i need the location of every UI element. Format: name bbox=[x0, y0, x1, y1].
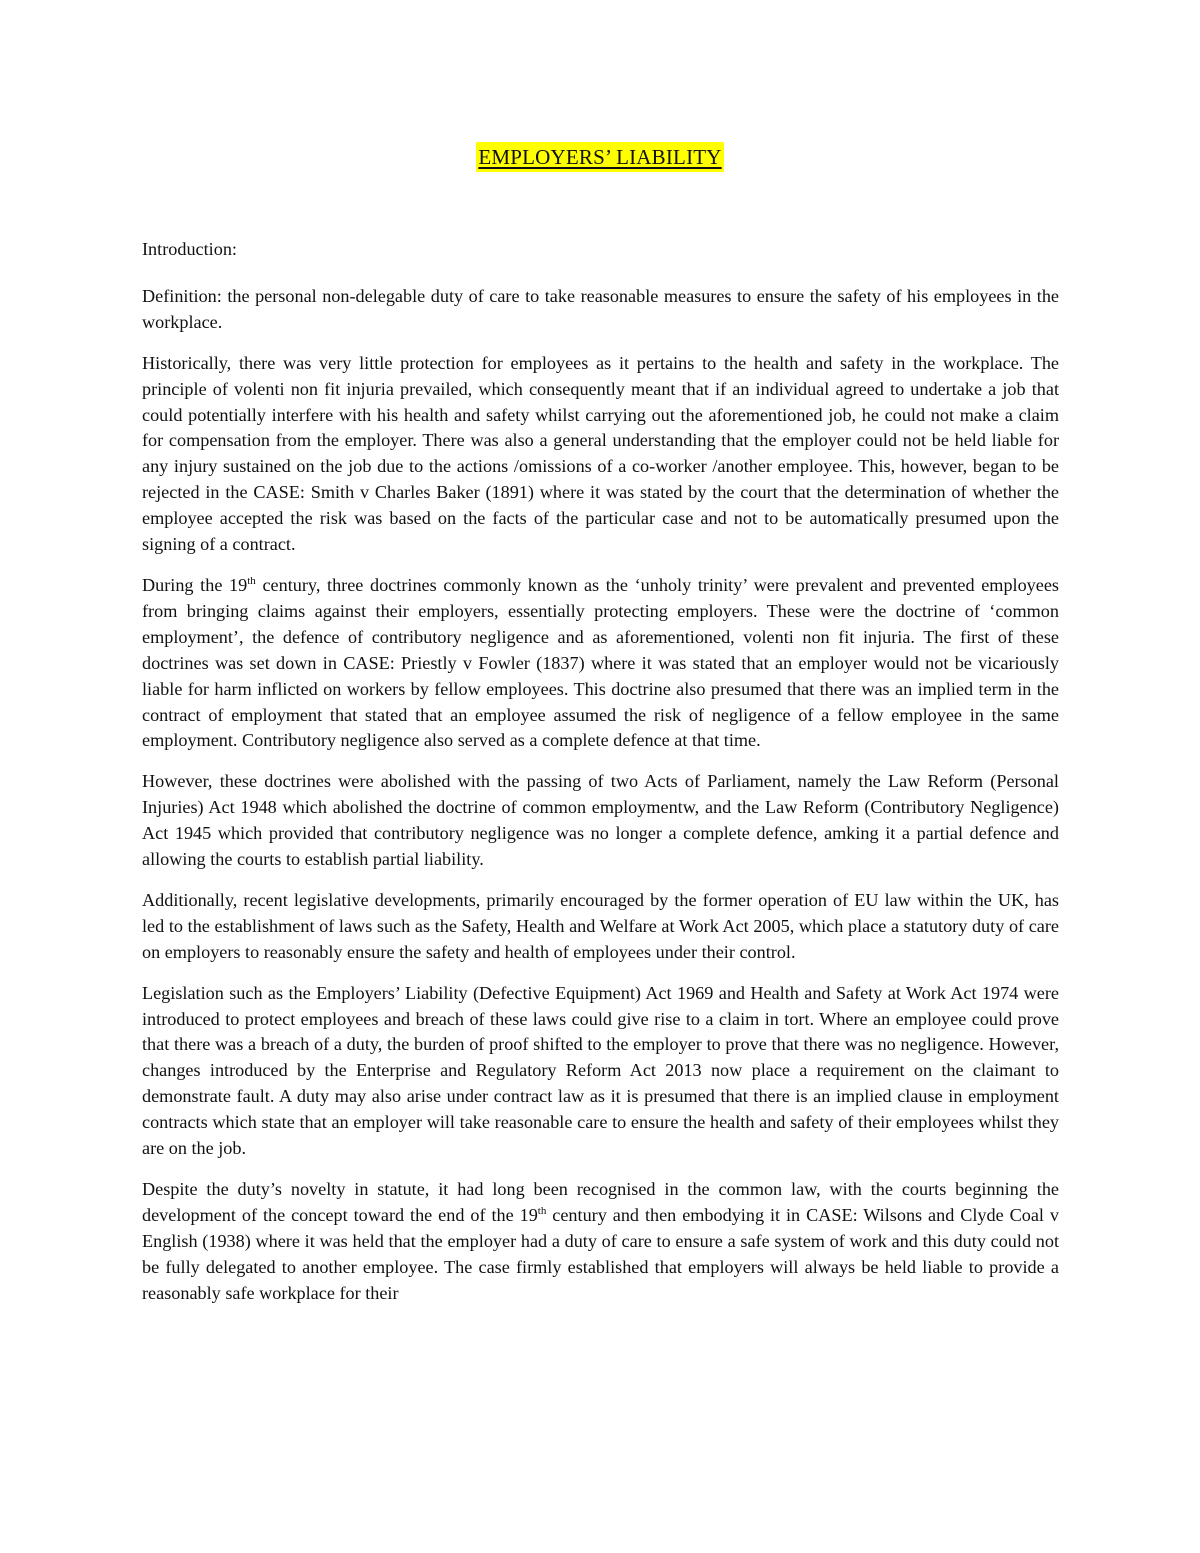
title-container bbox=[0, 142, 1200, 172]
document-title: EMPLOYERS’ LIABILITY bbox=[476, 142, 723, 172]
history-paragraph: Historically, there was very little protection for employees as it pertains to the health and safety in the workplace. The principle of volenti non fit injuria prevailed, which consequently meant that if an individual agreed to undertake a job that could potentially interfere with his health and safety whilst carrying out the aforementioned job, he could not make a claim for compensation from the employer. There was also a general understanding that the employer could not be held liable for any injury sustained on the job due to the actions /omissions of a co-worker /another employee. This, however, began to be rejected in the CASE: Smith v Charles Baker (1891) where it was stated by the court that the determination of whether the employee accepted the risk was based on the facts of the particular case and not to be automatically presumed upon the signing of a contract. bbox=[142, 352, 1059, 555]
document-body bbox=[142, 237, 1059, 1307]
common-law-text-start: Despite the duty’s novelty in statute, it had long been recognised in the common law, with the courts beginning the development of the concept toward the end of the 19 bbox=[142, 1179, 1059, 1225]
definition-paragraph: Definition: the personal non-delegable duty of care to take reasonable measures to ensure the safety of his employees in the workplace. bbox=[142, 285, 1059, 332]
intro-heading: Introduction: bbox=[142, 239, 237, 259]
legislation-paragraph: Legislation such as the Employers’ Liability (Defective Equipment) Act 1969 and Health and Safety at Work Act 1974 were introduced to protect employees and breach of these laws could give rise to a claim in tort. Where an employee could prove that there was a breach of a duty, the burden of proof shifted to the employer to prove that there was no negligence. However, changes introduced by the Enterprise and Regulatory Reform Act 2013 now place a requirement on the claimant to demonstrate fault. A duty may also arise under contract law as it is presumed that there is an implied clause in employment contracts which state that an employer will take reasonable care to ensure the health and safety of their employees whilst they are on the job. bbox=[142, 982, 1059, 1159]
common-law-text-end: century and then embodying it in CASE: Wilsons and Clyde Coal v English (1938) where it was held that the employer had a duty of care to ensure a safe system of work and this duty could not be fully delegated to another employee. The case firmly established that employers will always be held liable to provide a reasonably safe workplace for their bbox=[142, 1204, 1059, 1303]
abolition-paragraph: However, these doctrines were abolished with the passing of two Acts of Parliament, namely the Law Reform (Personal Injuries) Act 1948 which abolished the doctrine of common employmentw, and the Law Reform (Contributory Negligence) Act 1945 which provided that contributory negligence was no longer a complete defence, amking it a partial defence and allowing the courts to establish partial liability. bbox=[142, 771, 1059, 870]
legislative-developments-paragraph: Additionally, recent legislative developments, primarily encouraged by the former operation of EU law within the UK, has led to the establishment of laws such as the Safety, Health and Welfare at Work Act 2005, which place a statutory duty of care on employers to reasonably ensure the safety and health of employees under their control. bbox=[142, 889, 1059, 962]
doctrines-text-start: During the 19 bbox=[142, 574, 248, 595]
common-law-superscript: th bbox=[537, 1204, 547, 1217]
common-law-paragraph bbox=[142, 1177, 1059, 1307]
doctrines-superscript: th bbox=[247, 574, 256, 587]
doctrines-text-end: century, three doctrines commonly known as the ‘unholy trinity’ were prevalent and prevented employees from bringing claims against their employers, essentially protecting employers. These were the doctrine of ‘common employment’, the defence of contributory negligence and as aforementioned, volenti non fit injuria. The first of these doctrines was set down in CASE: Priestly v Fowler (1837) where it was stated that an employer would not be vicariously liable for harm inflicted on workers by fellow employees. This doctrine also presumed that there was an implied term in the contract of employment that stated that an employee assumed the risk of negligence of a fellow employee in the same employment. Contributory negligence also served as a complete defence at that time. bbox=[142, 574, 1059, 751]
doctrines-paragraph bbox=[142, 573, 1059, 754]
